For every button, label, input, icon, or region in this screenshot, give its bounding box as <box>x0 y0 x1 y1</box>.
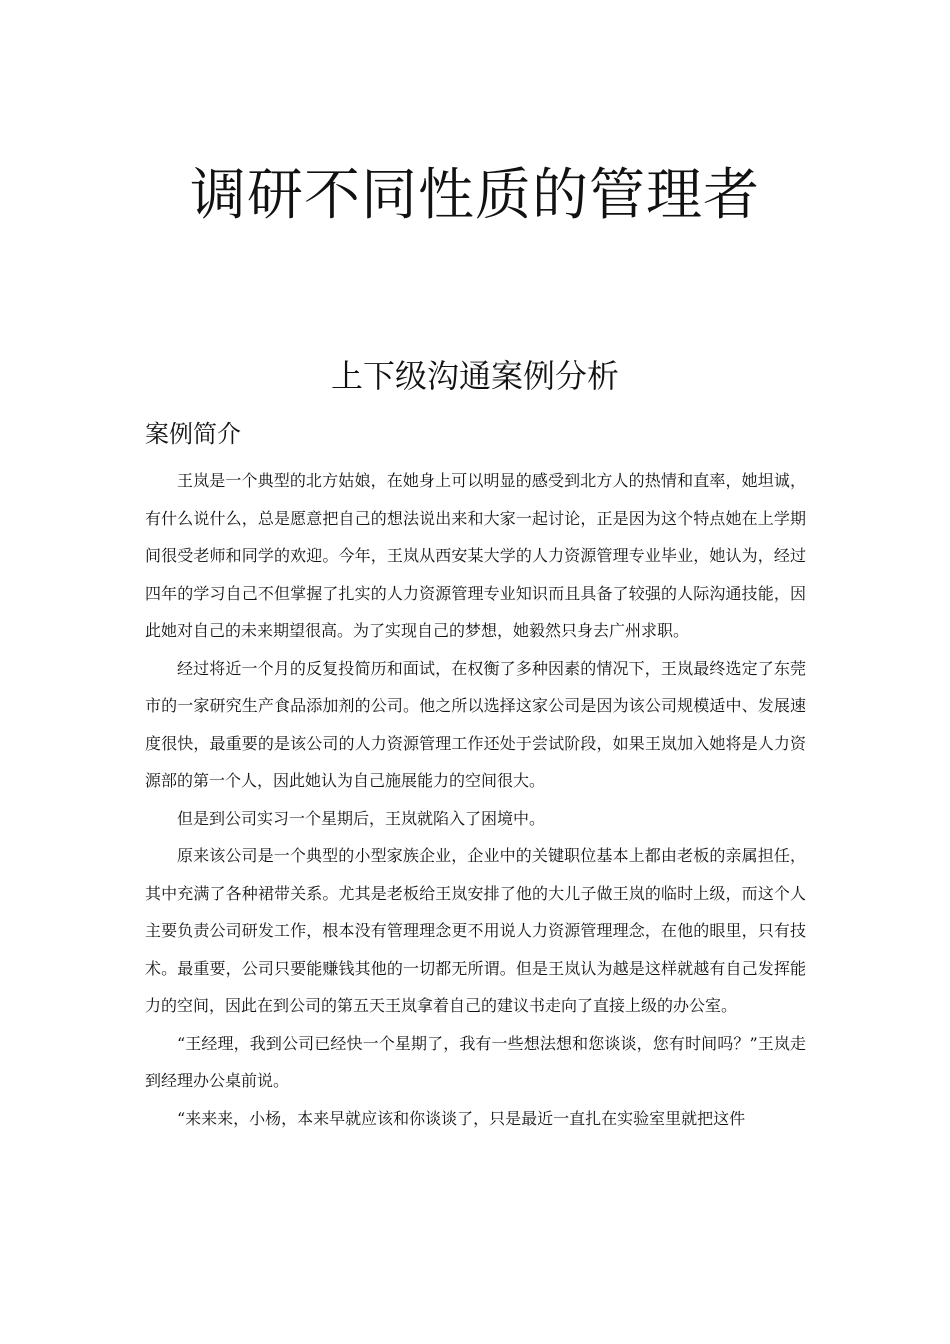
paragraph: 经过将近一个月的反复投简历和面试，在权衡了多种因素的情况下，王岚最终选定了东莞市的一家研究生产食品添加剂的公司。他之所以选择这家公司是因为该公司规模适中、发展速度很快，最重要的是该公司的人力资源管理工作还处于尝试阶段，如果王岚加入她将是人力资源部的第一个人，因此她认为自己施展能力的空间很大。 <box>145 658 806 790</box>
paragraph: “来来来，小杨，本来早就应该和你谈谈了，只是最近一直扎在实验室里就把这件 <box>177 1108 746 1128</box>
document-body <box>145 462 806 1137</box>
paragraph: 王岚是一个典型的北方姑娘，在她身上可以明显的感受到北方人的热情和直率，她坦诚，有什么说什么，总是愿意把自己的想法说出来和大家一起讨论，正是因为这个特点她在上学期间很受老师和同学的欢迎。今年，王岚从西安某大学的人力资源管理专业毕业，她认为，经过四年的学习自己不但掌握了扎实的人力资源管理专业知识而且具备了较强的人际沟通技能，因此她对自己的未来期望很高。为了实现自己的梦想，她毅然只身去广州求职。 <box>145 471 806 640</box>
document-subtitle: 上下级沟通案例分析 <box>330 357 619 395</box>
paragraph: “王经理，我到公司已经快一个星期了，我有一些想法想和您谈谈，您有时间吗？”王岚走到经理办公桌前说。 <box>145 1033 806 1090</box>
paragraph: 但是到公司实习一个星期后，王岚就陷入了困境中。 <box>177 808 546 828</box>
section-heading: 案例简介 <box>145 420 241 448</box>
document-title: 调研不同性质的管理者 <box>190 163 760 228</box>
paragraph: 原来该公司是一个典型的小型家族企业，企业中的关键职位基本上都由老板的亲属担任，其中充满了各种裙带关系。尤其是老板给王岚安排了他的大儿子做王岚的临时上级，而这个人主要负责公司研发工作，根本没有管理理念更不用说人力资源管理理念，在他的眼里，只有技术。最重要，公司只要能赚钱其他的一切都无所谓。但是王岚认为越是这样就越有自己发挥能力的空间，因此在到公司的第五天王岚拿着自己的建议书走向了直接上级的办公室。 <box>145 846 806 1015</box>
